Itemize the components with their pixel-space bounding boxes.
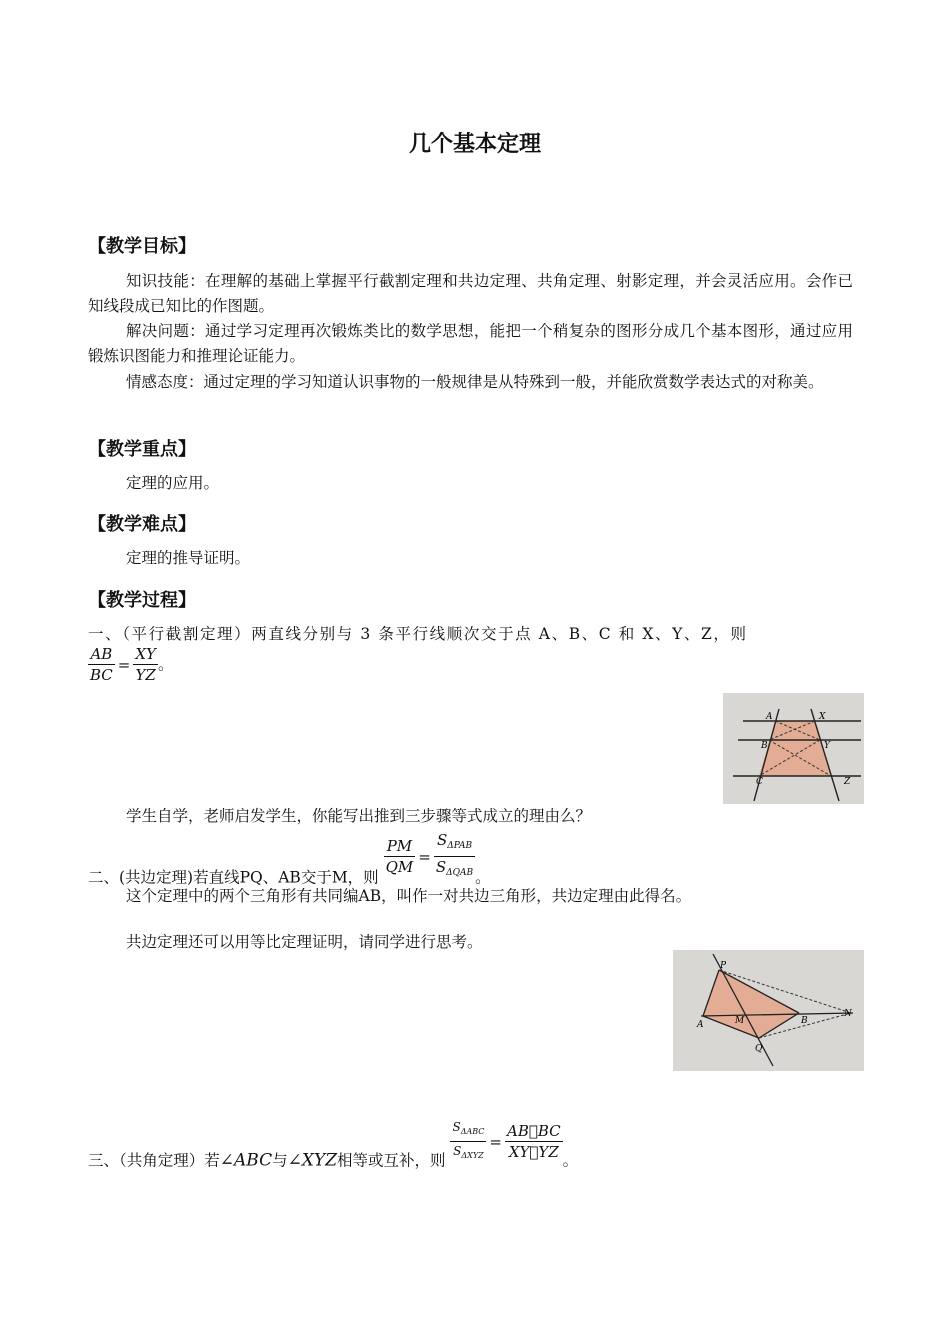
fraction-xy-yz: $\frac{XY}{YZ}$ xyxy=(135,645,156,684)
fig1-label-x: X xyxy=(819,712,826,722)
student-note: 学生自学，老师启发学生，你能写出推到三步骤等式成立的理由么？ xyxy=(126,807,592,825)
parallel-lines-figure xyxy=(723,693,864,804)
fig2-label-n: N xyxy=(844,1009,852,1019)
fraction-ab-bc: $\frac{AB}{BC}$ xyxy=(90,645,113,684)
fig2-label-b: B xyxy=(801,1016,808,1026)
fraction-area-pab-qab: $\frac{S_{\Delta PAB}}{S_{\Delta QAB}}$ xyxy=(435,831,474,878)
theorem1-formula: $\frac{AB}{BC}$ = $\frac{XY}{YZ}$ 。 xyxy=(90,645,174,684)
difficulties-text: 定理的推导证明。 xyxy=(126,549,251,567)
fraction-sides-product: $\frac{AB􀀀BC}{XY􀀀YZ}$ xyxy=(506,1122,561,1161)
key-points-heading: 【教学重点】 xyxy=(88,439,196,460)
process-heading: 【教学过程】 xyxy=(88,590,196,611)
difficulties-heading: 【教学难点】 xyxy=(88,514,196,535)
theorem1-statement: 一、（平行截割定理）两直线分别与 3 条平行线顺次交于点 A、B、C 和 X、Y、Z，则 xyxy=(88,625,748,643)
fig2-label-a: A xyxy=(697,1020,704,1030)
fig1-label-a: A xyxy=(766,712,773,722)
fig1-label-y: Y xyxy=(824,741,830,751)
fig1-label-b: B xyxy=(761,741,768,751)
theorem2-note1: 这个定理中的两个三角形有共同编AB，叫作一对共边三角形，共边定理由此得名。 xyxy=(126,887,692,905)
fig2-label-p: P xyxy=(720,961,727,971)
angle-xyz: ∠XYZ xyxy=(287,1150,338,1171)
fig2-label-q: Q xyxy=(755,1044,763,1054)
theorem3-statement: 三、（共角定理）若∠ABC与∠XYZ相等或互补，则 $\frac{S_{\Delta ABC}}{S_{\Delta XYZ}}$ = $\frac{AB􀀀BC}{XY􀀀YZ}$ 。 xyxy=(88,1120,579,1171)
objective-attitude: 情感态度：通过定理的学习知道认识事物的一般规律是从特殊到一般，并能欣赏数学表达式的对称美。 xyxy=(126,373,824,391)
fraction-area-abc-xyz: $\frac{S_{\Delta ABC}}{S_{\Delta XYZ}}$ xyxy=(452,1120,485,1160)
key-points-text: 定理的应用。 xyxy=(126,474,220,492)
theorem2-note2: 共边定理还可以用等比定理证明，请同学进行思考。 xyxy=(126,933,483,951)
objectives-heading: 【教学目标】 xyxy=(88,236,196,257)
fig1-label-c: C xyxy=(756,777,763,787)
fraction-pm-qm: $\frac{PM}{QM}$ xyxy=(385,837,414,876)
theorem2-statement: 二、(共边定理)若直线PQ、AB交于M，则 $\frac{PM}{QM}$ = $\frac{S_{\Delta PAB}}{S_{\Delta QAB}}$ 。 xyxy=(88,831,491,887)
objective-knowledge: 知识技能：在理解的基础上掌握平行截割定理和共边定理、共角定理、射影定理，并会灵活应用。会作已知线段成已知比的作图题。 xyxy=(88,272,853,315)
page-title: 几个基本定理 xyxy=(408,132,541,157)
angle-abc: ∠ABC xyxy=(219,1150,273,1171)
objective-problem-solving: 解决问题：通过学习定理再次锻炼类比的数学思想，能把一个稍复杂的图形分成几个基本图形，通过应用锻炼识图能力和推理论证能力。 xyxy=(88,322,853,365)
common-side-figure xyxy=(673,950,864,1071)
fig2-label-m: M xyxy=(735,1016,745,1026)
fig1-label-z: Z xyxy=(844,777,851,787)
